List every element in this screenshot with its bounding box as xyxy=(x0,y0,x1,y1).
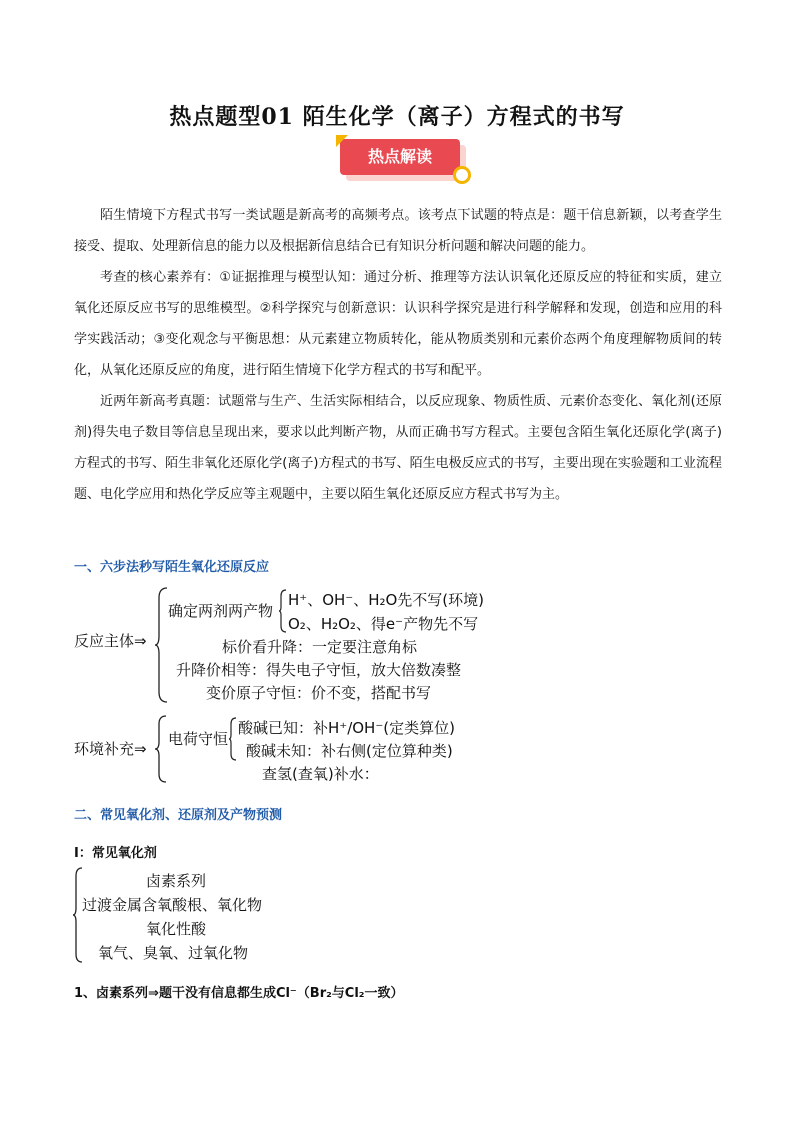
competency-paragraph: 考查的核心素养有：①证据推理与模型认知：通过分析、推理等方法认识氧化还原反应的特征和实质，建立氧化还原反应书写的思维模型。②科学探究与创新意识：认识科学探究是进行科学解释和发现，创造和应用的科学实践活动；③变化观念与平衡思想：从元素建立物质转化，能从物质类别和元素价态两个角度理解物质间的转化，从氧化还原反应的角度，进行陌生情境下化学方程式的书写和配平。 xyxy=(74,270,722,378)
badge-corner-icon xyxy=(336,135,348,147)
halogen-point: 1、卤素系列⇒题干没有信息都生成Cl⁻（Br₂与Cl₂一致） xyxy=(74,986,404,1001)
step1-label: 确定两剂两产物 xyxy=(168,602,274,620)
step1a-text: H⁺、OH⁻、H₂O先不写(环境) xyxy=(288,591,485,609)
page-title: 热点题型01 陌生化学（离子）方程式的书写 xyxy=(169,104,625,130)
step4-text: 变价原子守恒：价不变，搭配书写 xyxy=(206,684,432,702)
badge-label: 热点解读 xyxy=(340,139,460,175)
step2-text: 标价看升降：一定要注意角标 xyxy=(222,638,418,656)
exam-paragraph: 近两年新高考真题：试题常与生产、生活实际相结合，以反应现象、物质性质、元素价态变化、氧化剂(还原剂)得失电子数目等信息呈现出来，要求以此判断产物，从而正确书写方程式。主要包含陌生氧化还原化学(离子)方程式的书写、陌生非氧化还原化学(离子)方程式的书写、陌生电极反应式的书写，主要出现在实验题和工业流程题、电化学应用和热化学反应等主观题中，主要以陌生氧化还原反应方程式书写为主。 xyxy=(74,394,722,502)
hot-topic-badge xyxy=(340,139,475,191)
section-1-heading: 一、六步法秒写陌生氧化还原反应 xyxy=(74,560,270,575)
charge-label: 电荷守恒 xyxy=(168,730,229,748)
charge-a-text: 酸碱已知：补H⁺/OH⁻(定类算位) xyxy=(238,719,455,737)
badge-ring-icon xyxy=(453,166,471,184)
oxidant-subheading: Ⅰ：常见氧化剂 xyxy=(74,846,157,861)
oxidant-item: 卤素系列 xyxy=(146,872,207,890)
section-2-heading: 二、常见氧化剂、还原剂及产物预测 xyxy=(74,808,283,823)
oxidant-brace-icon xyxy=(72,866,84,964)
charge-brace-icon xyxy=(228,716,238,762)
env-brace-icon xyxy=(154,714,168,784)
main-body-label: 反应主体⇒ xyxy=(74,632,147,650)
step1b-text: O₂、H₂O₂、得e⁻产物先不写 xyxy=(288,615,479,633)
oxidant-item: 过渡金属含氧酸根、氧化物 xyxy=(82,896,263,914)
step1-brace-icon xyxy=(278,588,288,634)
intro-paragraph: 陌生情境下方程式书写一类试题是新高考的高频考点。该考点下试题的特点是：题干信息新颖，以考查学生接受、提取、处理新信息的能力以及根据新信息结合已有知识分析问题和解决问题的能力。 xyxy=(74,208,722,254)
charge-b-text: 酸碱未知：补右侧(定位算种类) xyxy=(246,742,453,760)
oxidant-item: 氧气、臭氧、过氧化物 xyxy=(98,944,249,962)
oxidant-item: 氧化性酸 xyxy=(146,920,207,938)
water-text: 查氢(查氧)补水： xyxy=(262,765,379,783)
env-label: 环境补充⇒ xyxy=(74,740,147,758)
step3-text: 升降价相等：得失电子守恒，放大倍数凑整 xyxy=(176,661,462,679)
